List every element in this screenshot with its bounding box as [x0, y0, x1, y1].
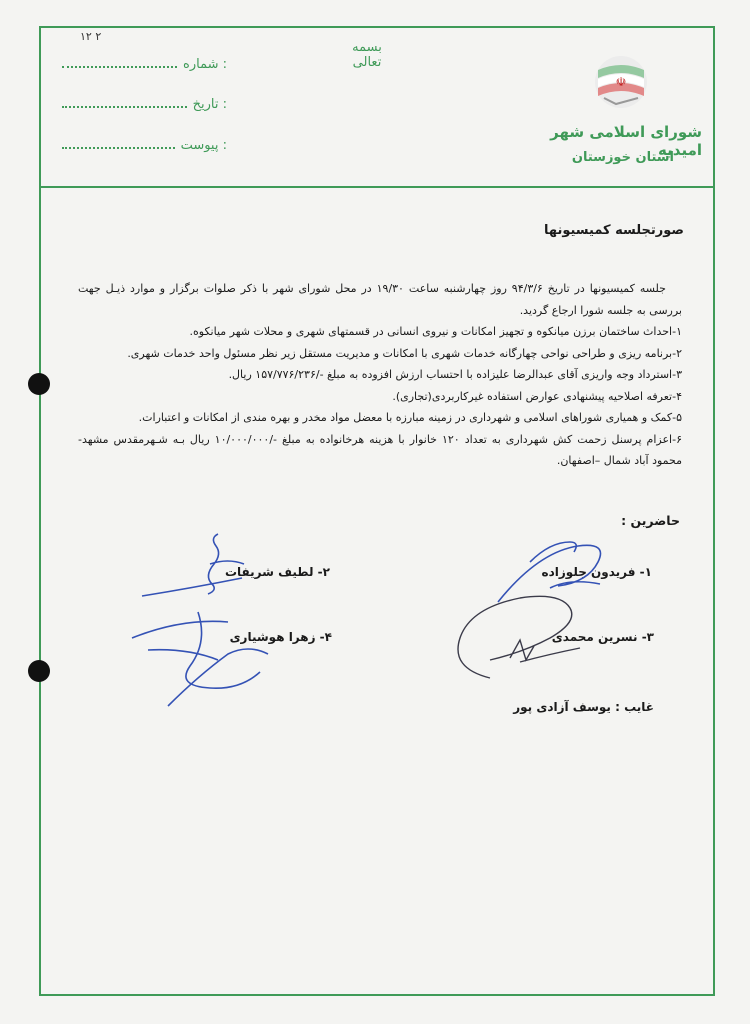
- page-frame: [39, 26, 715, 996]
- date-label: تاریخ :: [192, 97, 227, 112]
- absent-member: غایب : یوسف آزادی پور: [513, 700, 654, 714]
- signature-mark: [128, 606, 278, 712]
- signature-mark: [140, 528, 260, 608]
- agenda-item: ۲-برنامه ریزی و طراحی نواحی چهارگانه خدمات شهری با امکانات و مدیریت مستقل زیر نظر مسئول واحد خدمات شهری.: [127, 346, 682, 360]
- agenda-item: ۳-استرداد وجه واریزی آقای عبدالرضا علیزاده با احتساب ارزش افزوده به مبلغ -/۱۵۷/۷۷۶/۲۳۶ ریال.: [228, 368, 682, 381]
- flag-emblem-icon: [586, 52, 656, 112]
- council-name: شورای اسلامی شهر امیدیه: [550, 123, 702, 159]
- agenda-item: ۶-اعزام پرسنل زحمت کش شهرداری به تعداد ۱۲۰ خانوار با هزینه هرخانواده به مبلغ -/۱۰/۰۰۰/۰۰۰ ریال بـه شـهرمقدس مشهد- محمود آباد شمال –اصفهان.: [78, 432, 682, 467]
- signature-mark: [450, 588, 590, 684]
- document-title: صورتجلسه کمیسیونها: [543, 223, 684, 238]
- dotted-line: [62, 102, 187, 108]
- basmala: بسمه تعالی: [352, 40, 382, 70]
- attendee-name: ۴- زهرا هوشیاری: [229, 630, 332, 644]
- document-body: [78, 278, 682, 472]
- dotted-line: [62, 143, 175, 149]
- header-divider: [41, 186, 713, 188]
- attachment-field: [62, 135, 227, 153]
- agenda-item: ۵-کمک و همیاری شوراهای اسلامی و شهرداری در زمینه مبارزه با معضل مواد مخدر و بهره مندی از امکانات و اعتبارات.: [138, 411, 682, 424]
- attachment-label: پیوست :: [180, 138, 227, 153]
- attendee-name: ۱- فریدون جلوزاده: [541, 565, 652, 579]
- agenda-item: ۱-احداث ساختمان برزن میانکوه و تجهیز امکانات و نیروی انسانی در قسمتهای شهری و محلات شهر میانکوه.: [189, 325, 682, 338]
- svg-text:☫: ☫: [615, 75, 627, 89]
- dotted-line: [62, 62, 177, 68]
- attendees-title: حاضرین :: [621, 513, 680, 528]
- province-name: استان خوزستان: [571, 150, 674, 165]
- handwritten-number: ۱۲ ۲: [80, 30, 102, 43]
- number-field: [62, 54, 227, 72]
- number-label: شماره :: [183, 57, 227, 72]
- intro-paragraph: جلسه کمیسیونها در تاریخ ۹۴/۳/۶ روز چهارشنبه ساعت ۱۹/۳۰ در محل شورای شهر با ذکر صلوات برگزار و موارد ذیـل جهت بررسی به جلسه شورا ارجاع گردید.: [78, 282, 682, 317]
- agenda-item: ۴-تعرفه اصلاحیه پیشنهادی عوارض استفاده غیرکاربردی(تجاری).: [392, 389, 682, 403]
- attendee-name: ۲- لطیف شریفات: [224, 565, 330, 579]
- attendee-name: ۳- نسرین محمدی: [551, 630, 654, 644]
- punch-hole-top: [28, 373, 50, 395]
- date-field: [62, 94, 227, 112]
- punch-hole-bottom: [28, 660, 50, 682]
